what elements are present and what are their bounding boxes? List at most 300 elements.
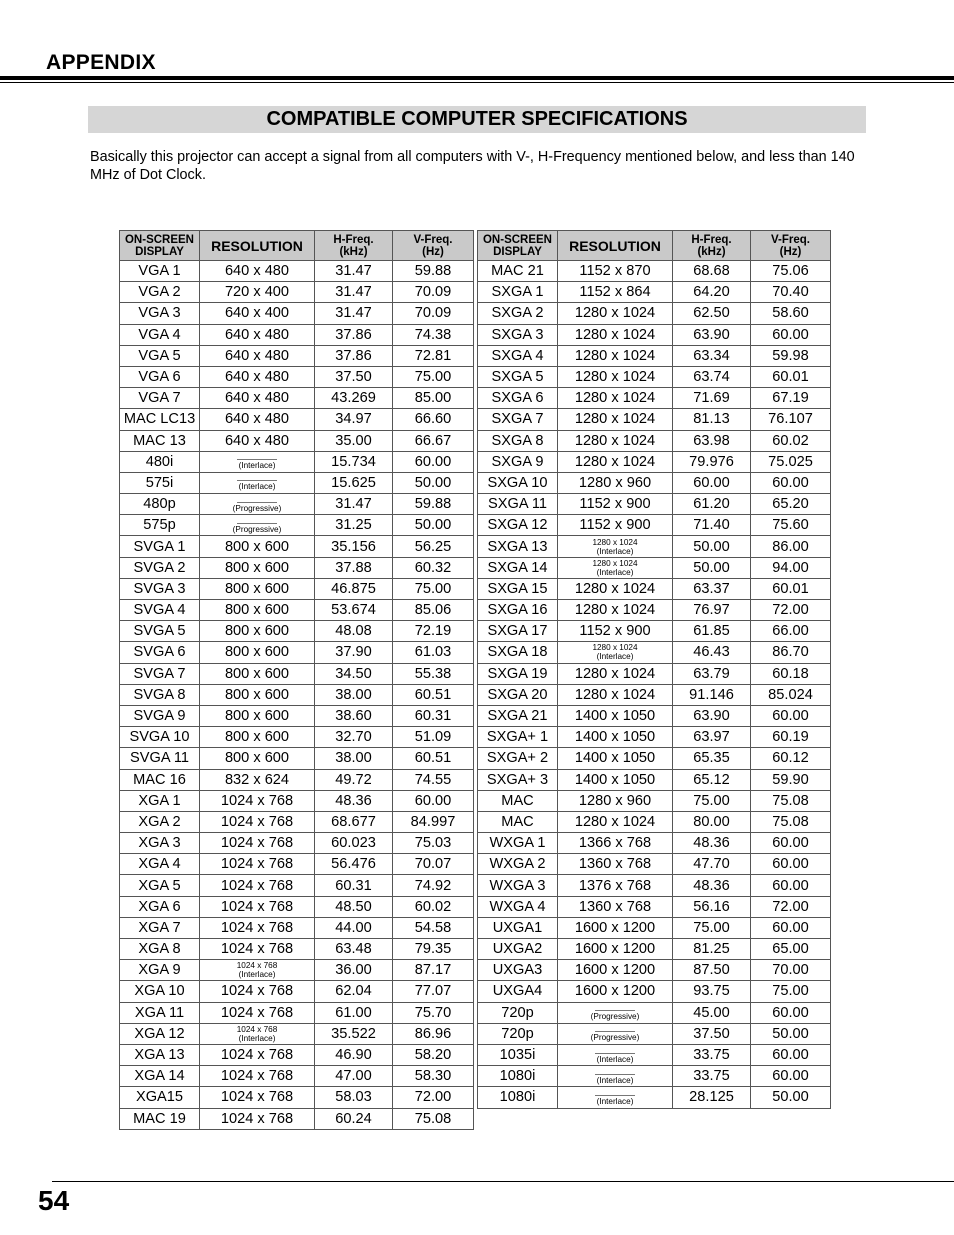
cell-display: SVGA 6 xyxy=(120,642,200,663)
cell-vfreq: 60.00 xyxy=(751,705,831,726)
table-row xyxy=(120,939,474,960)
table-row xyxy=(478,748,831,769)
cell-hfreq: 48.36 xyxy=(673,833,751,854)
cell-resolution xyxy=(200,472,315,493)
cell-hfreq: 35.156 xyxy=(315,536,393,557)
cell-display: MAC LC13 xyxy=(120,409,200,430)
cell-hfreq: 63.74 xyxy=(673,366,751,387)
table-row xyxy=(120,472,474,493)
cell-resolution: 1024 x 768 xyxy=(200,854,315,875)
table-row xyxy=(120,1002,474,1023)
cell-hfreq: 60.00 xyxy=(673,472,751,493)
cell-display: SXGA 6 xyxy=(478,388,558,409)
cell-display: WXGA 1 xyxy=(478,833,558,854)
col-header-vfreq: V-Freq. (Hz) xyxy=(393,231,474,261)
table-header-row xyxy=(478,231,831,261)
cell-display: SXGA 13 xyxy=(478,536,558,557)
cell-vfreq: 60.00 xyxy=(751,472,831,493)
table-row xyxy=(120,345,474,366)
cell-vfreq: 74.92 xyxy=(393,875,474,896)
cell-hfreq: 68.68 xyxy=(673,261,751,282)
cell-resolution: 1024 x 768 xyxy=(200,896,315,917)
cell-display: SVGA 7 xyxy=(120,663,200,684)
table-row xyxy=(478,494,831,515)
col-header-resolution: RESOLUTION xyxy=(200,231,315,261)
cell-hfreq: 63.90 xyxy=(673,324,751,345)
cell-hfreq: 61.00 xyxy=(315,1002,393,1023)
cell-display: UXGA2 xyxy=(478,939,558,960)
cell-resolution: 1280 x 960 xyxy=(558,472,673,493)
cell-display: VGA 6 xyxy=(120,366,200,387)
scan-mode-note: (Interlace) xyxy=(596,1054,634,1064)
cell-vfreq: 60.51 xyxy=(393,684,474,705)
cell-display: SXGA 20 xyxy=(478,684,558,705)
cell-vfreq: 79.35 xyxy=(393,939,474,960)
cell-resolution: 1152 x 900 xyxy=(558,515,673,536)
cell-hfreq: 46.875 xyxy=(315,578,393,599)
cell-vfreq: 70.07 xyxy=(393,854,474,875)
cell-display: SXGA 5 xyxy=(478,366,558,387)
cell-display: SXGA 12 xyxy=(478,515,558,536)
cell-hfreq: 81.13 xyxy=(673,409,751,430)
cell-hfreq: 31.47 xyxy=(315,261,393,282)
resolution-blank-line xyxy=(595,1010,635,1011)
cell-vfreq: 87.17 xyxy=(393,960,474,981)
cell-display: VGA 4 xyxy=(120,324,200,345)
table-row xyxy=(478,451,831,472)
cell-vfreq: 50.00 xyxy=(393,472,474,493)
cell-vfreq: 60.00 xyxy=(751,917,831,938)
cell-vfreq: 66.60 xyxy=(393,409,474,430)
table-row xyxy=(478,1023,831,1044)
table-row xyxy=(120,282,474,303)
scan-mode-note: (Interlace) xyxy=(596,546,634,556)
page-number: 54 xyxy=(38,1185,70,1216)
cell-vfreq: 75.60 xyxy=(751,515,831,536)
table-row xyxy=(478,282,831,303)
cell-display: SXGA 15 xyxy=(478,578,558,599)
cell-resolution xyxy=(200,451,315,472)
cell-vfreq: 54.58 xyxy=(393,917,474,938)
cell-display: XGA 3 xyxy=(120,833,200,854)
cell-display: 575p xyxy=(120,515,200,536)
cell-display: WXGA 3 xyxy=(478,875,558,896)
table-row xyxy=(120,1108,474,1129)
table-row xyxy=(478,939,831,960)
cell-resolution: 1024 x 768 xyxy=(200,811,315,832)
cell-display: SXGA 2 xyxy=(478,303,558,324)
cell-hfreq: 46.90 xyxy=(315,1044,393,1065)
cell-vfreq: 60.02 xyxy=(393,896,474,917)
col-header-display: ON-SCREEN DISPLAY xyxy=(120,231,200,261)
cell-resolution: 1024 x 768 xyxy=(200,875,315,896)
table-row xyxy=(478,324,831,345)
resolution-blank-line xyxy=(595,1031,635,1032)
cell-display: VGA 5 xyxy=(120,345,200,366)
table-row xyxy=(120,303,474,324)
cell-resolution: 1024 x 768 xyxy=(200,1066,315,1087)
cell-display: 720p xyxy=(478,1023,558,1044)
table-row xyxy=(120,811,474,832)
table-row xyxy=(120,515,474,536)
cell-hfreq: 48.08 xyxy=(315,621,393,642)
cell-display: SXGA 8 xyxy=(478,430,558,451)
cell-resolution xyxy=(558,642,673,663)
cell-vfreq: 60.00 xyxy=(751,833,831,854)
cell-resolution: 800 x 600 xyxy=(200,536,315,557)
cell-hfreq: 48.50 xyxy=(315,896,393,917)
cell-display: SXGA 21 xyxy=(478,705,558,726)
cell-hfreq: 44.00 xyxy=(315,917,393,938)
cell-display: SVGA 3 xyxy=(120,578,200,599)
cell-vfreq: 85.00 xyxy=(393,388,474,409)
table-row xyxy=(478,790,831,811)
cell-resolution: 1024 x 768 xyxy=(200,790,315,811)
cell-resolution: 1280 x 1024 xyxy=(558,578,673,599)
table-row xyxy=(120,642,474,663)
cell-resolution: 800 x 600 xyxy=(200,642,315,663)
cell-resolution xyxy=(558,557,673,578)
cell-hfreq: 61.20 xyxy=(673,494,751,515)
cell-hfreq: 87.50 xyxy=(673,960,751,981)
cell-resolution xyxy=(558,1044,673,1065)
cell-vfreq: 72.00 xyxy=(751,600,831,621)
cell-vfreq: 58.60 xyxy=(751,303,831,324)
table-row xyxy=(120,896,474,917)
cell-display: SVGA 11 xyxy=(120,748,200,769)
cell-hfreq: 37.50 xyxy=(673,1023,751,1044)
page-title: COMPATIBLE COMPUTER SPECIFICATIONS xyxy=(88,106,866,133)
table-row xyxy=(120,600,474,621)
cell-hfreq: 38.60 xyxy=(315,705,393,726)
cell-display: XGA 6 xyxy=(120,896,200,917)
cell-vfreq: 70.09 xyxy=(393,282,474,303)
resolution-small: 1280 x 1024 xyxy=(592,643,638,653)
header-rule-thin xyxy=(0,82,954,83)
cell-hfreq: 71.69 xyxy=(673,388,751,409)
cell-hfreq: 31.47 xyxy=(315,303,393,324)
cell-display: XGA 10 xyxy=(120,981,200,1002)
cell-resolution: 1280 x 1024 xyxy=(558,303,673,324)
scan-mode-note: (Progressive) xyxy=(590,1033,640,1043)
cell-vfreq: 60.32 xyxy=(393,557,474,578)
cell-display: SXGA+ 1 xyxy=(478,727,558,748)
cell-hfreq: 47.00 xyxy=(315,1066,393,1087)
cell-vfreq: 60.12 xyxy=(751,748,831,769)
cell-resolution: 1400 x 1050 xyxy=(558,748,673,769)
cell-display: MAC 19 xyxy=(120,1108,200,1129)
cell-resolution xyxy=(200,515,315,536)
cell-vfreq: 77.07 xyxy=(393,981,474,1002)
resolution-small: 1280 x 1024 xyxy=(592,537,638,547)
cell-hfreq: 28.125 xyxy=(673,1087,751,1108)
cell-display: 480i xyxy=(120,451,200,472)
cell-vfreq: 60.18 xyxy=(751,663,831,684)
cell-vfreq: 66.00 xyxy=(751,621,831,642)
cell-vfreq: 75.08 xyxy=(751,790,831,811)
resolution-blank-line xyxy=(237,480,277,481)
scan-mode-note: (Interlace) xyxy=(596,1075,634,1085)
table-row xyxy=(120,833,474,854)
cell-hfreq: 34.50 xyxy=(315,663,393,684)
cell-display: SVGA 1 xyxy=(120,536,200,557)
table-row xyxy=(120,769,474,790)
cell-hfreq: 80.00 xyxy=(673,811,751,832)
table-row xyxy=(120,366,474,387)
cell-resolution: 1280 x 1024 xyxy=(558,430,673,451)
table-row xyxy=(478,642,831,663)
cell-vfreq: 74.55 xyxy=(393,769,474,790)
cell-hfreq: 37.86 xyxy=(315,345,393,366)
table-row xyxy=(120,917,474,938)
table-row xyxy=(478,1066,831,1087)
cell-vfreq: 60.31 xyxy=(393,705,474,726)
cell-vfreq: 59.88 xyxy=(393,494,474,515)
cell-vfreq: 72.00 xyxy=(751,896,831,917)
cell-display: SXGA 17 xyxy=(478,621,558,642)
cell-hfreq: 37.50 xyxy=(315,366,393,387)
cell-resolution: 640 x 480 xyxy=(200,409,315,430)
table-row xyxy=(478,261,831,282)
cell-vfreq: 59.88 xyxy=(393,261,474,282)
cell-hfreq: 63.90 xyxy=(673,705,751,726)
cell-resolution: 1280 x 1024 xyxy=(558,324,673,345)
cell-vfreq: 60.01 xyxy=(751,578,831,599)
cell-hfreq: 65.35 xyxy=(673,748,751,769)
cell-resolution: 1280 x 1024 xyxy=(558,366,673,387)
cell-resolution xyxy=(558,1002,673,1023)
cell-vfreq: 60.01 xyxy=(751,366,831,387)
cell-resolution: 640 x 480 xyxy=(200,324,315,345)
cell-display: SVGA 9 xyxy=(120,705,200,726)
cell-resolution: 1024 x 768 xyxy=(200,917,315,938)
cell-vfreq: 59.98 xyxy=(751,345,831,366)
cell-display: 720p xyxy=(478,1002,558,1023)
cell-display: SXGA 4 xyxy=(478,345,558,366)
cell-resolution: 1280 x 1024 xyxy=(558,600,673,621)
cell-resolution: 1024 x 768 xyxy=(200,1108,315,1129)
cell-resolution: 800 x 600 xyxy=(200,684,315,705)
cell-hfreq: 43.269 xyxy=(315,388,393,409)
cell-hfreq: 75.00 xyxy=(673,790,751,811)
cell-hfreq: 31.25 xyxy=(315,515,393,536)
cell-vfreq: 60.51 xyxy=(393,748,474,769)
cell-display: XGA 7 xyxy=(120,917,200,938)
cell-resolution: 1600 x 1200 xyxy=(558,960,673,981)
cell-resolution: 1376 x 768 xyxy=(558,875,673,896)
cell-vfreq: 75.00 xyxy=(751,981,831,1002)
cell-display: SXGA 1 xyxy=(478,282,558,303)
cell-display: XGA 13 xyxy=(120,1044,200,1065)
cell-hfreq: 53.674 xyxy=(315,600,393,621)
cell-hfreq: 33.75 xyxy=(673,1066,751,1087)
cell-hfreq: 48.36 xyxy=(673,875,751,896)
cell-hfreq: 65.12 xyxy=(673,769,751,790)
cell-resolution: 1280 x 960 xyxy=(558,790,673,811)
cell-display: SXGA 18 xyxy=(478,642,558,663)
cell-display: SXGA 9 xyxy=(478,451,558,472)
table-row xyxy=(478,663,831,684)
cell-hfreq: 93.75 xyxy=(673,981,751,1002)
cell-display: 1035i xyxy=(478,1044,558,1065)
cell-vfreq: 75.08 xyxy=(393,1108,474,1129)
cell-resolution: 800 x 600 xyxy=(200,557,315,578)
cell-vfreq: 74.38 xyxy=(393,324,474,345)
cell-hfreq: 47.70 xyxy=(673,854,751,875)
table-row xyxy=(120,727,474,748)
cell-display: MAC xyxy=(478,811,558,832)
cell-display: VGA 3 xyxy=(120,303,200,324)
cell-hfreq: 50.00 xyxy=(673,557,751,578)
cell-vfreq: 60.00 xyxy=(751,1044,831,1065)
scan-mode-note: (Interlace) xyxy=(238,482,276,492)
scan-mode-note: (Progressive) xyxy=(232,503,282,513)
cell-display: MAC 21 xyxy=(478,261,558,282)
cell-display: UXGA3 xyxy=(478,960,558,981)
resolution-blank-line xyxy=(237,459,277,460)
cell-display: XGA 1 xyxy=(120,790,200,811)
table-row xyxy=(478,600,831,621)
cell-resolution: 1600 x 1200 xyxy=(558,917,673,938)
spec-table-right xyxy=(477,230,831,1109)
cell-resolution: 1280 x 1024 xyxy=(558,409,673,430)
cell-hfreq: 63.97 xyxy=(673,727,751,748)
cell-vfreq: 60.00 xyxy=(751,875,831,896)
table-row xyxy=(120,409,474,430)
table-row xyxy=(478,1044,831,1065)
cell-hfreq: 35.00 xyxy=(315,430,393,451)
cell-resolution: 1024 x 768 xyxy=(200,981,315,1002)
cell-vfreq: 61.03 xyxy=(393,642,474,663)
cell-vfreq: 75.06 xyxy=(751,261,831,282)
table-row xyxy=(120,494,474,515)
cell-vfreq: 60.00 xyxy=(751,324,831,345)
scan-mode-note: (Interlace) xyxy=(238,970,276,980)
cell-hfreq: 63.34 xyxy=(673,345,751,366)
table-row xyxy=(120,854,474,875)
cell-vfreq: 72.19 xyxy=(393,621,474,642)
cell-display: SXGA 10 xyxy=(478,472,558,493)
table-row xyxy=(120,1023,474,1044)
table-row xyxy=(120,960,474,981)
cell-resolution xyxy=(200,960,315,981)
cell-resolution xyxy=(200,494,315,515)
table-row xyxy=(120,621,474,642)
cell-display: SXGA 11 xyxy=(478,494,558,515)
cell-hfreq: 63.37 xyxy=(673,578,751,599)
cell-hfreq: 31.47 xyxy=(315,494,393,515)
cell-hfreq: 68.677 xyxy=(315,811,393,832)
resolution-blank-line xyxy=(237,502,277,503)
cell-resolution: 832 x 624 xyxy=(200,769,315,790)
resolution-small: 1024 x 768 xyxy=(236,1024,278,1034)
cell-vfreq: 84.997 xyxy=(393,811,474,832)
cell-hfreq: 75.00 xyxy=(673,917,751,938)
table-row xyxy=(478,833,831,854)
table-row xyxy=(478,981,831,1002)
table-row xyxy=(120,324,474,345)
cell-resolution: 1024 x 768 xyxy=(200,1044,315,1065)
cell-vfreq: 60.00 xyxy=(393,451,474,472)
cell-resolution: 1400 x 1050 xyxy=(558,769,673,790)
cell-vfreq: 75.025 xyxy=(751,451,831,472)
cell-resolution: 1024 x 768 xyxy=(200,1002,315,1023)
table-header-row xyxy=(120,231,474,261)
cell-vfreq: 75.08 xyxy=(751,811,831,832)
cell-hfreq: 15.734 xyxy=(315,451,393,472)
resolution-blank-line xyxy=(595,1053,635,1054)
resolution-blank-line xyxy=(595,1095,635,1096)
cell-resolution: 1280 x 1024 xyxy=(558,345,673,366)
cell-vfreq: 94.00 xyxy=(751,557,831,578)
table-row xyxy=(478,854,831,875)
cell-resolution: 1152 x 864 xyxy=(558,282,673,303)
table-row xyxy=(478,811,831,832)
cell-display: 1080i xyxy=(478,1087,558,1108)
cell-hfreq: 50.00 xyxy=(673,536,751,557)
cell-hfreq: 46.43 xyxy=(673,642,751,663)
cell-hfreq: 48.36 xyxy=(315,790,393,811)
cell-resolution: 1360 x 768 xyxy=(558,854,673,875)
scan-mode-note: (Interlace) xyxy=(238,461,276,471)
cell-vfreq: 75.03 xyxy=(393,833,474,854)
cell-vfreq: 59.90 xyxy=(751,769,831,790)
cell-resolution: 1600 x 1200 xyxy=(558,939,673,960)
cell-display: UXGA1 xyxy=(478,917,558,938)
cell-display: XGA 12 xyxy=(120,1023,200,1044)
cell-vfreq: 67.19 xyxy=(751,388,831,409)
table-row xyxy=(478,769,831,790)
table-row xyxy=(478,727,831,748)
cell-hfreq: 58.03 xyxy=(315,1087,393,1108)
table-row xyxy=(120,261,474,282)
table-row xyxy=(478,1087,831,1108)
table-row xyxy=(478,705,831,726)
cell-display: XGA 8 xyxy=(120,939,200,960)
cell-vfreq: 60.19 xyxy=(751,727,831,748)
cell-display: VGA 7 xyxy=(120,388,200,409)
cell-resolution: 800 x 600 xyxy=(200,663,315,684)
cell-hfreq: 38.00 xyxy=(315,684,393,705)
cell-vfreq: 70.09 xyxy=(393,303,474,324)
table-row xyxy=(120,430,474,451)
intro-paragraph: Basically this projector can accept a signal from all computers with V-, H-Frequency mentioned below, and less than 140 MHz of Dot Clock. xyxy=(90,149,855,183)
cell-display: XGA15 xyxy=(120,1087,200,1108)
table-row xyxy=(478,684,831,705)
cell-hfreq: 79.976 xyxy=(673,451,751,472)
table-row xyxy=(120,1044,474,1065)
cell-resolution: 720 x 400 xyxy=(200,282,315,303)
cell-display: VGA 2 xyxy=(120,282,200,303)
cell-resolution xyxy=(558,1023,673,1044)
resolution-small: 1280 x 1024 xyxy=(592,558,638,568)
table-row xyxy=(478,917,831,938)
table-row xyxy=(478,409,831,430)
cell-hfreq: 63.98 xyxy=(673,430,751,451)
cell-display: WXGA 4 xyxy=(478,896,558,917)
cell-vfreq: 60.00 xyxy=(751,1002,831,1023)
cell-resolution: 640 x 480 xyxy=(200,366,315,387)
table-row xyxy=(120,790,474,811)
cell-vfreq: 86.00 xyxy=(751,536,831,557)
col-header-hfreq: H-Freq. (kHz) xyxy=(673,231,751,261)
cell-hfreq: 38.00 xyxy=(315,748,393,769)
cell-resolution: 640 x 480 xyxy=(200,345,315,366)
table-row xyxy=(478,366,831,387)
table-row xyxy=(120,388,474,409)
cell-vfreq: 70.40 xyxy=(751,282,831,303)
cell-hfreq: 63.48 xyxy=(315,939,393,960)
